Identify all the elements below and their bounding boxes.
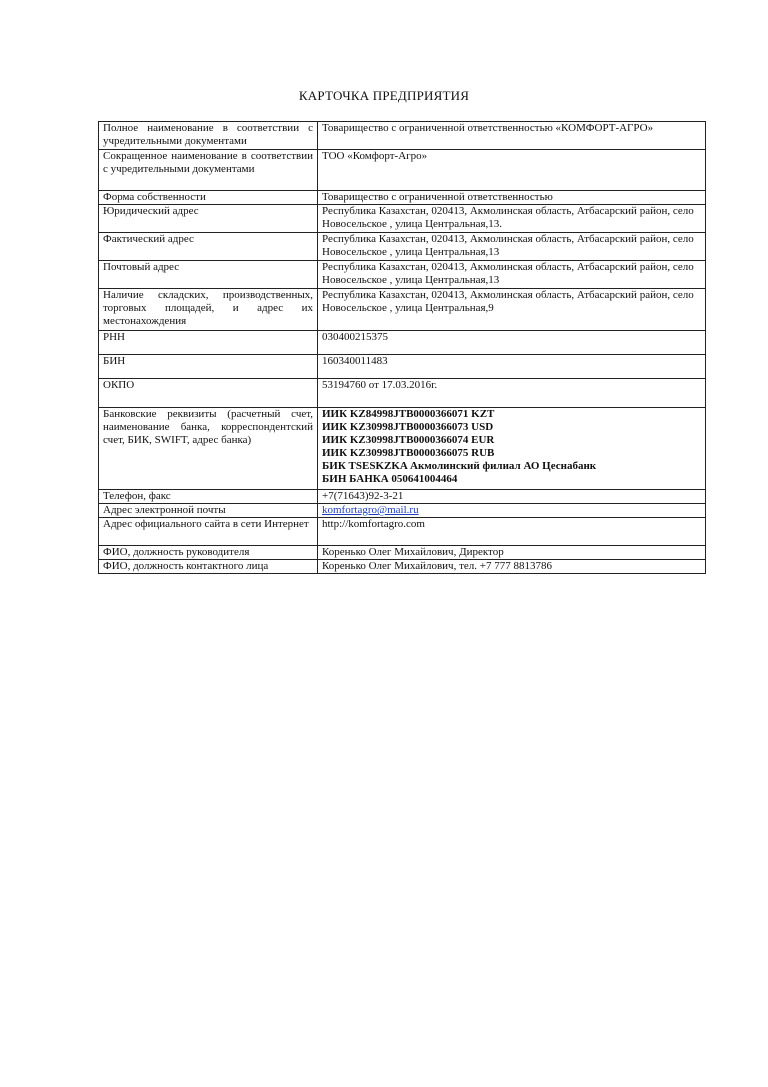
email-link[interactable]: komfortagro@mail.ru <box>322 504 419 516</box>
row-label: Почтовый адрес <box>99 261 318 289</box>
bank-account-usd: ИИК KZ30998JTB0000366073 USD <box>322 421 494 433</box>
row-label: ФИО, должность контактного лица <box>99 560 318 574</box>
table-row-legal-address <box>99 205 706 233</box>
row-label: ФИО, должность руководителя <box>99 546 318 560</box>
bank-account-kzt: ИИК KZ84998JTB0000366071 KZT <box>322 408 495 420</box>
row-label: Банковские реквизиты (расчетный счет, наименование банка, корреспондентский счет, БИК, SWIFT, адрес банка) <box>99 408 318 490</box>
table-row-short-name <box>99 150 706 191</box>
table-row-director <box>99 546 706 560</box>
row-label: Телефон, факс <box>99 490 318 504</box>
row-label: Форма собственности <box>99 191 318 205</box>
row-label: Юридический адрес <box>99 205 318 233</box>
row-label: ОКПО <box>99 379 318 408</box>
row-value: Республика Казахстан, 020413, Акмолинская область, Атбасарский район, село Новосельское , улица Центральная,13. <box>318 205 706 233</box>
row-label: Фактический адрес <box>99 233 318 261</box>
row-label: БИН <box>99 355 318 379</box>
row-value: Республика Казахстан, 020413, Акмолинская область, Атбасарский район, село Новосельское , улица Центральная,9 <box>318 289 706 331</box>
page-title: КАРТОЧКА ПРЕДПРИЯТИЯ <box>298 88 470 103</box>
row-label: Полное наименование в соответствии с учредительными документами <box>99 122 318 150</box>
company-card-table <box>98 121 706 574</box>
row-value: Товарищество с ограниченной ответственностью <box>318 191 706 205</box>
row-value: +7(71643)92-3-21 <box>318 490 706 504</box>
row-value: Республика Казахстан, 020413, Акмолинская область, Атбасарский район, село Новосельское , улица Центральная,13 <box>318 261 706 289</box>
row-label: Адрес электронной почты <box>99 504 318 518</box>
table-row-bank-details <box>99 408 706 490</box>
table-row-website <box>99 518 706 546</box>
row-value <box>318 504 706 518</box>
table-row-email <box>99 504 706 518</box>
table-row-postal-address <box>99 261 706 289</box>
table-row-full-name <box>99 122 706 150</box>
row-value: Коренько Олег Михайлович, тел. +7 777 8813786 <box>318 560 706 574</box>
table-row-contact-person <box>99 560 706 574</box>
row-label: Адрес официального сайта в сети Интернет <box>99 518 318 546</box>
row-value: 160340011483 <box>318 355 706 379</box>
row-label: РНН <box>99 331 318 355</box>
row-value: Товарищество с ограниченной ответственностью «КОМФОРТ-АГРО» <box>318 122 706 150</box>
bank-bik: БИК TSESKZKA Акмолинский филиал АО Цеснабанк <box>322 460 597 472</box>
row-value: ТОО «Комфорт-Агро» <box>318 150 706 191</box>
row-label: Наличие складских, производственных, торговых площадей, и адрес их местонахождения <box>99 289 318 331</box>
bank-bin: БИН БАНКА 050641004464 <box>322 473 458 485</box>
row-value: Коренько Олег Михайлович, Директор <box>318 546 706 560</box>
row-value: 030400215375 <box>318 331 706 355</box>
bank-account-eur: ИИК KZ30998JTB0000366074 EUR <box>322 434 495 446</box>
row-value: Республика Казахстан, 020413, Акмолинская область, Атбасарский район, село Новосельское , улица Центральная,13 <box>318 233 706 261</box>
table-row-rnn <box>99 331 706 355</box>
table-row-okpo <box>99 379 706 408</box>
row-value: 53194760 от 17.03.2016г. <box>318 379 706 408</box>
bank-account-rub: ИИК KZ30998JTB0000366075 RUB <box>322 447 495 459</box>
table-row-phone <box>99 490 706 504</box>
table-row-actual-address <box>99 233 706 261</box>
table-row-bin <box>99 355 706 379</box>
row-label: Сокращенное наименование в соответствии с учредительными документами <box>99 150 318 191</box>
table-row-ownership-form <box>99 191 706 205</box>
row-value <box>318 408 706 490</box>
row-value: http://komfortagro.com <box>318 518 706 546</box>
table-row-premises <box>99 289 706 331</box>
